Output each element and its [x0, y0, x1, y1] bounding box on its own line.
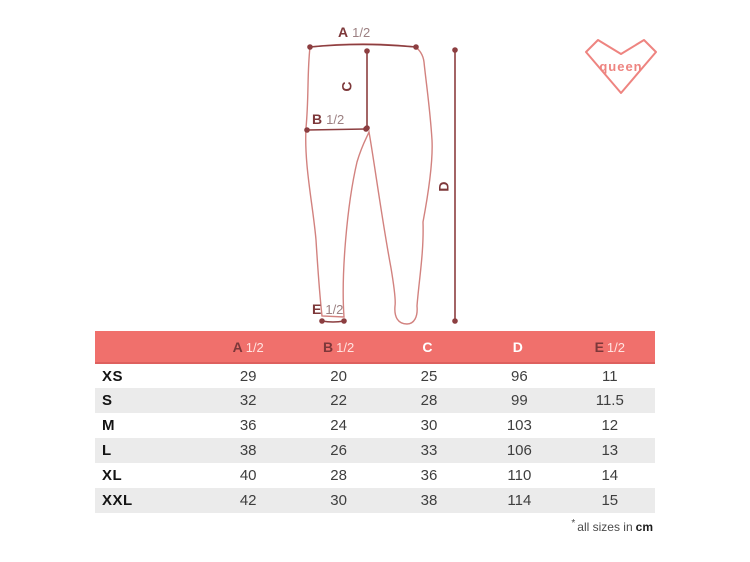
- measurement-value: 32: [239, 392, 257, 409]
- measurement-value: 114: [507, 492, 532, 509]
- measure-dot: [307, 44, 313, 50]
- brand-logo-text: queen: [599, 59, 643, 74]
- diagram-label-e: E 1/2: [312, 301, 344, 317]
- size-label: XS: [102, 367, 124, 385]
- column-header-a: A 1/2: [203, 331, 293, 363]
- column-header-d: D: [474, 331, 564, 363]
- size-row-xxl: [95, 488, 655, 513]
- measurement-value: 26: [330, 442, 347, 459]
- measure-dot: [363, 126, 369, 132]
- measurement-value: 42: [239, 492, 257, 509]
- measurement-value: 40: [239, 467, 257, 484]
- size-column-header: [95, 331, 203, 363]
- footnote-text: all sizes in: [577, 520, 633, 534]
- measurement-value: 11.5: [595, 392, 624, 409]
- size-label: M: [102, 417, 115, 434]
- column-header-c: C: [384, 331, 474, 363]
- measurement-value: 106: [506, 442, 532, 459]
- size-row-m: [95, 413, 655, 438]
- measurement-value: 25: [420, 367, 438, 385]
- measurement-value: 20: [330, 367, 347, 385]
- diagram-label-b: B 1/2: [312, 111, 345, 127]
- measure-dot: [364, 48, 370, 54]
- measurement-value: 30: [330, 492, 347, 509]
- size-label: S: [102, 392, 113, 409]
- measurement-value: 28: [330, 467, 347, 484]
- measurement-value: 11: [601, 367, 618, 385]
- measurement-value: 99: [511, 392, 528, 409]
- footnote-unit: cm: [635, 520, 653, 534]
- measurement-value: 96: [511, 367, 528, 385]
- size-row-s: [95, 388, 655, 413]
- size-label: XXL: [102, 492, 133, 509]
- diagram-label-a: A 1/2: [338, 24, 371, 40]
- diagram-label-c: C: [338, 80, 355, 92]
- measurement-value: 24: [330, 417, 347, 434]
- measurement-value: 38: [420, 492, 438, 509]
- measurement-value: 29: [239, 367, 257, 385]
- measure-dot: [319, 318, 325, 324]
- measurement-value: 13: [601, 442, 619, 459]
- column-header-b: B 1/2: [293, 331, 383, 363]
- measurement-value: 33: [420, 442, 438, 459]
- measure-line-b: [307, 129, 366, 130]
- leggings-outline: [306, 44, 432, 324]
- measurement-value: 110: [507, 467, 532, 484]
- measurement-value: 30: [420, 417, 438, 434]
- footnote-asterisk: *: [571, 518, 576, 529]
- footnote: [95, 518, 653, 534]
- measurement-value: 103: [506, 417, 532, 434]
- size-label: L: [102, 442, 112, 459]
- diagram-label-d: D: [435, 180, 452, 192]
- size-row-xl: [95, 463, 655, 488]
- measurement-value: 36: [420, 467, 438, 484]
- size-row-xs: [95, 363, 655, 388]
- measure-dot: [413, 44, 419, 50]
- measure-dot: [304, 127, 310, 133]
- table-header-row: [95, 331, 655, 363]
- measure-dot: [341, 318, 347, 324]
- measurement-value: 36: [239, 417, 257, 434]
- measurement-value: 38: [239, 442, 257, 459]
- size-label: XL: [102, 467, 123, 484]
- measure-dot: [452, 47, 458, 53]
- measurement-value: 14: [601, 467, 619, 484]
- measurement-value: 22: [330, 392, 347, 409]
- measurement-value: 12: [601, 417, 619, 434]
- size-table: [95, 331, 655, 513]
- measure-line-e: [322, 321, 344, 322]
- column-header-e: E 1/2: [565, 331, 655, 363]
- measurement-value: 28: [420, 392, 438, 409]
- measurement-value: 15: [601, 492, 619, 509]
- size-row-l: [95, 438, 655, 463]
- measure-dot: [452, 318, 458, 324]
